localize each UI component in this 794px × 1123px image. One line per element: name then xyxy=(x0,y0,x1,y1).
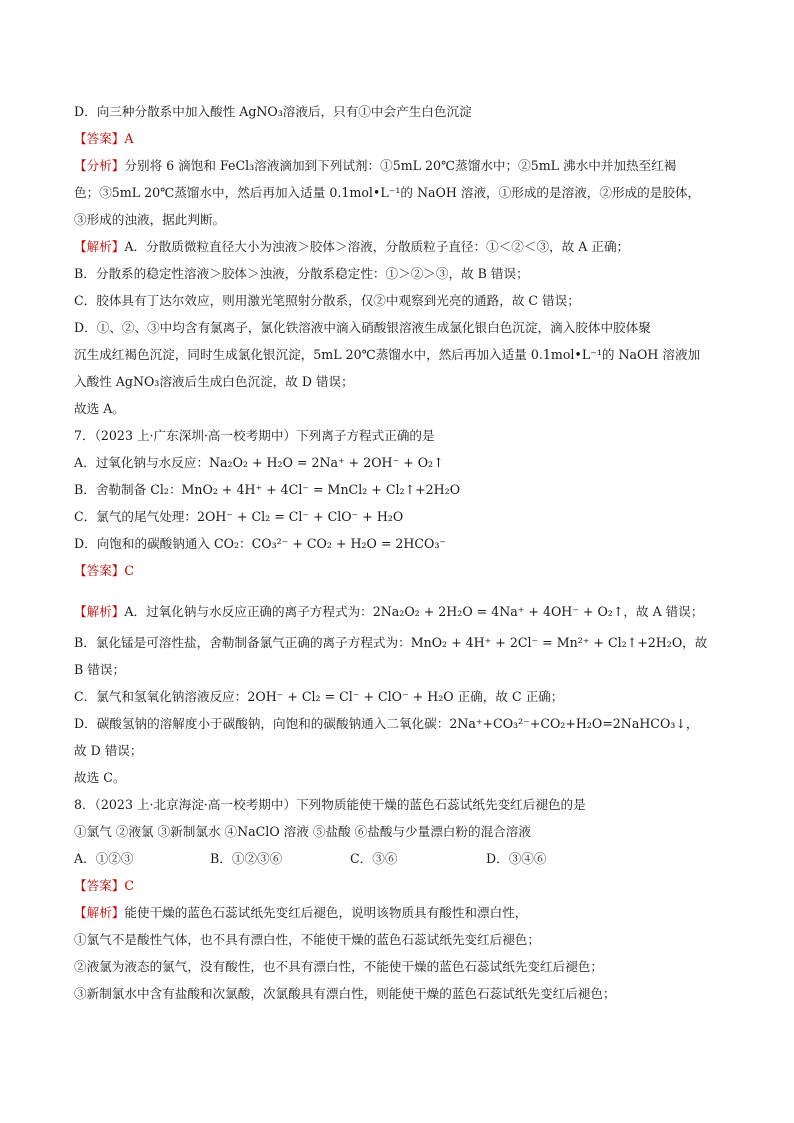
answer-label: C xyxy=(124,878,135,893)
answer-option: C．③⑥ xyxy=(350,851,398,866)
line-text: A．过氧化钠与水反应：Na₂O₂ + H₂O = 2Na⁺ + 2OH⁻ + O₂↑ xyxy=(74,455,444,470)
text-line xyxy=(74,454,444,472)
line-text: 分别将 6 滴饱和 FeCl₃溶液滴加到下列试剂：①5mL 20℃蒸馏水中；②5mL 沸水中并加热至红褐 xyxy=(124,158,677,173)
text-line xyxy=(74,715,698,733)
text-line xyxy=(74,184,700,202)
answer-label: 【分析】 xyxy=(74,158,125,173)
line-text: 故 D 错误； xyxy=(74,743,143,758)
text-line xyxy=(74,535,446,553)
line-text: 能使干燥的蓝色石蕊试纸先变红后褪色，说明该物质具有酸性和漂白性， xyxy=(124,905,528,920)
text-line xyxy=(74,292,580,310)
line-text: A．过氧化钠与水反应正确的离子方程式为：2Na₂O₂ + 2H₂O = 4Na⁺ + 4OH⁻ + O₂↑，故 A 错误； xyxy=(124,604,704,619)
answer-label: A xyxy=(124,131,134,146)
line-text: 入酸性 AgNO₃溶液后生成白色沉淀，故 D 错误； xyxy=(74,374,354,389)
text-line xyxy=(74,211,225,229)
text-line xyxy=(74,796,586,814)
text-line xyxy=(74,562,134,580)
text-line xyxy=(74,346,700,364)
text-line xyxy=(74,481,460,499)
text-line xyxy=(74,904,527,922)
line-text: D．向饱和的碳酸钠通入 CO₂：CO₃²⁻ + CO₂ + H₂O = 2HCO₃⁻ xyxy=(74,536,447,551)
text-line xyxy=(74,130,133,148)
line-text: 沉生成红褐色沉淀，同时生成氯化银沉淀，5mL 20℃蒸馏水中，然后再加入适量 0.1mol•L⁻¹的 NaOH 溶液加 xyxy=(74,347,701,362)
text-line xyxy=(74,319,651,337)
line-text: D．碳酸氢钠的溶解度小于碳酸钠，向饱和的碳酸钠通入二氧化碳：2Na⁺+CO₃²⁻+CO₂+H₂O=2NaHCO₃↓， xyxy=(74,716,699,731)
text-line xyxy=(74,634,707,652)
text-line xyxy=(74,958,603,976)
text-line xyxy=(74,427,435,445)
answer-option: B．①②③⑥ xyxy=(210,851,283,866)
text-line xyxy=(74,603,703,621)
line-text: ①氯气 ②液氯 ③新制氯水 ④NaClO 溶液 ⑤盐酸 ⑥盐酸与少量漂白粉的混合溶液 xyxy=(74,824,531,839)
line-text: C．氯气和氢氧化钠溶液反应：2OH⁻ + Cl₂ = Cl⁻ + ClO⁻ + H₂O 正确，故 C 正确； xyxy=(74,689,564,704)
line-text: ③形成的浊液，据此判断。 xyxy=(74,212,226,227)
line-text: C．氯气的尾气处理：2OH⁻ + Cl₂ = Cl⁻ + ClO⁻ + H₂O xyxy=(74,509,404,524)
answer-label: 【解析】 xyxy=(74,905,125,920)
answer-label: 【解析】 xyxy=(74,239,125,254)
text-line xyxy=(74,985,616,1003)
line-text: 8．（2023 上·北京海淀·高一校考期中）下列物质能使干燥的蓝色石蕊试纸先变红后褪色的是 xyxy=(74,797,586,812)
line-text: B．氯化锰是可溶性盐，舍勒制备氯气正确的离子方程式为：MnO₂ + 4H⁺ + 2Cl⁻ = Mn²⁺ + Cl₂↑+2H₂O，故 xyxy=(74,635,708,650)
text-line xyxy=(74,661,125,679)
text-line xyxy=(74,508,403,526)
text-line xyxy=(74,877,134,895)
text-line xyxy=(74,400,125,418)
text-line xyxy=(74,742,142,760)
text-line xyxy=(74,238,629,256)
line-text: 故选 C。 xyxy=(74,770,126,785)
line-text: D．向三种分散系中加入酸性 AgNO₃溶液后，只有①中会产生白色沉淀 xyxy=(74,104,472,119)
answer-label: C xyxy=(124,563,135,578)
line-text: 7．（2023 上·广东深圳·高一校考期中）下列离子方程式正确的是 xyxy=(74,428,435,443)
answer-option: D．③④⑥ xyxy=(486,851,547,866)
text-line xyxy=(74,769,125,787)
text-line xyxy=(74,103,472,121)
text-line xyxy=(74,931,540,949)
line-text: 故选 A。 xyxy=(74,401,125,416)
text-line xyxy=(74,265,529,283)
line-text: B 错误； xyxy=(74,662,126,677)
text-line xyxy=(74,373,354,391)
line-text: A．分散质微粒直径大小为浊液＞胶体＞溶液，分散质粒子直径：①＜②＜③，故 A 正确； xyxy=(124,239,630,254)
answer-option: A．①②③ xyxy=(74,851,134,866)
line-text: B．舍勒制备 Cl₂：MnO₂ + 4H⁺ + 4Cl⁻ = MnCl₂ + Cl₂↑+2H₂O xyxy=(74,482,461,497)
text-line xyxy=(74,823,531,841)
text-line xyxy=(74,157,676,175)
line-text: B．分散系的稳定性溶液＞胶体＞浊液，分散系稳定性：①＞②＞③，故 B 错误； xyxy=(74,266,529,281)
line-text: C．胶体具有丁达尔效应，则用激光笔照射分散系，仅②中观察到光亮的通路，故 C 错误； xyxy=(74,293,580,308)
line-text: ①氯气不是酸性气体，也不具有漂白性，不能使干燥的蓝色石蕊试纸先变红后褪色； xyxy=(74,932,540,947)
line-text: ②液氯为液态的氯气，没有酸性，也不具有漂白性，不能使干燥的蓝色石蕊试纸先变红后褪色； xyxy=(74,959,603,974)
line-text: 色；③5mL 20℃蒸馏水中，然后再加入适量 0.1mol•L⁻¹的 NaOH 溶液，①形成的是溶液，②形成的是胶体， xyxy=(74,185,701,200)
answer-label: 【答案】 xyxy=(74,131,125,146)
line-text: ③新制氯水中含有盐酸和次氯酸，次氯酸具有漂白性，则能使干燥的蓝色石蕊试纸先变红后褪色； xyxy=(74,986,616,1001)
line-text: D．①、②、③中均含有氯离子，氯化铁溶液中滴入硝酸银溶液生成氯化银白色沉淀，滴入胶体中胶体聚 xyxy=(74,320,651,335)
text-line xyxy=(74,688,563,706)
answer-label: 【答案】 xyxy=(74,563,125,578)
answer-label: 【解析】 xyxy=(74,604,125,619)
answer-label: 【答案】 xyxy=(74,878,125,893)
